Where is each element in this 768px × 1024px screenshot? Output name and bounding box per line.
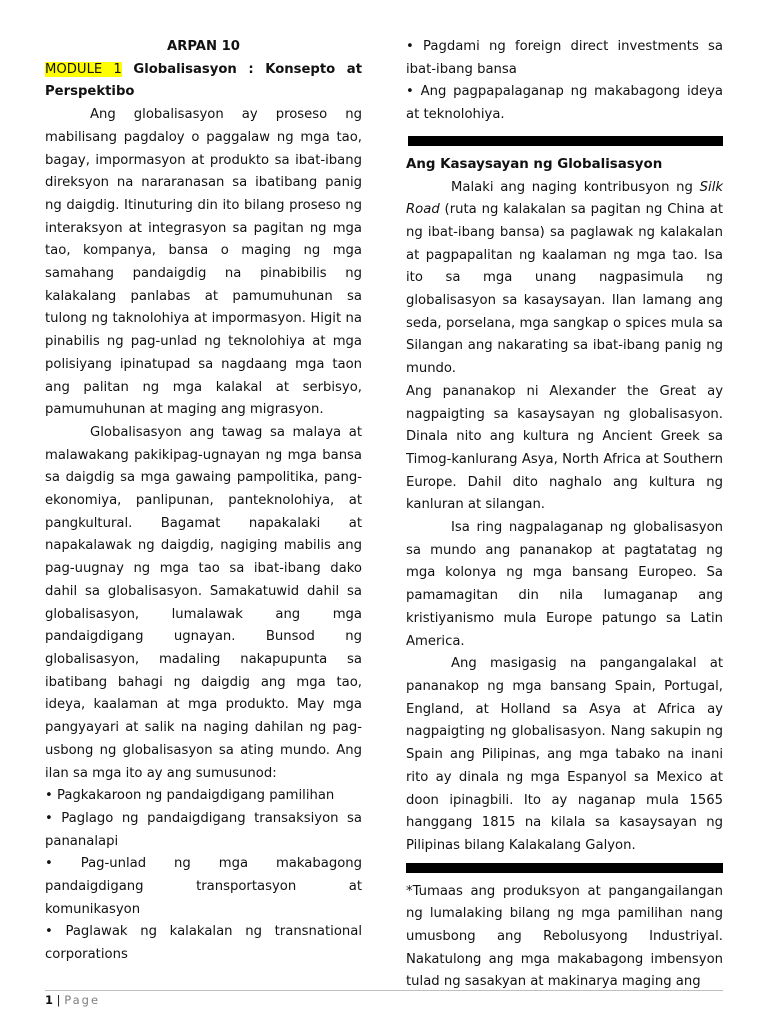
silk-road-term: Silk Road: [406, 179, 723, 218]
right-paragraph-3: Isa ring nagpalaganap ng globalisasyon sa mundo ang pananakop at pagtatatag ng mga kolonya ng mga bansang Europeo. Sa pamamagitan din nila lumaganap ang kristiyanismo mula Europe patungo sa Latin America.: [406, 520, 723, 649]
document-title: ARPAN 10: [166, 39, 240, 54]
module-heading: [45, 59, 362, 104]
section-divider-bar-2: [406, 863, 723, 873]
right-bullet-1: • Pagdami ng foreign direct investments sa ibat-ibang bansa: [406, 39, 723, 77]
right-bullet-2: • Ang pagpapalaganap ng makabagong ideya at teknolohiya.: [406, 84, 723, 123]
left-column: [45, 36, 362, 967]
footer-separator: |: [56, 993, 61, 1007]
page-number: 1: [45, 993, 54, 1007]
section-divider-bar: [408, 136, 723, 146]
left-bullet-1: • Pagkakaroon ng pandaigdigang pamilihan: [45, 788, 335, 804]
right-paragraph-1: [406, 177, 723, 381]
right-column: [406, 36, 723, 994]
right-paragraph-2: Ang pananakop ni Alexander the Great ay nagpaigting sa kasaysayan ng globalisasyon. Dinala nito ang kultura ng Ancient Greek sa Timog-kanlurang Asya, North Africa at Southern Europe. Dahil dito naghalo ang kultura ng kanluran at silangan.: [406, 383, 723, 513]
left-bullet-4: • Paglawak ng kalakalan ng transnational corporations: [45, 924, 362, 963]
page-footer: [45, 990, 723, 1007]
section-heading: Ang Kasaysayan ng Globalisasyon: [406, 156, 663, 172]
module-title: Globalisasyon : Konsepto at Perspektibo: [45, 61, 363, 100]
right-paragraph-5: *Tumaas ang produksyon at pangangailangan ng lumalaking bilang ng mga pamilihan nang umusbong ang Rebolusyong Industriyal. Nakatulong ang mga makabagong imbensyon tulad ng sasakyan at makinarya maging ang: [406, 883, 723, 990]
p1-text-b: (ruta ng kalakalan sa pagitan ng China at ng ibat-ibang bansa) sa paglawak ng kalakalan at pagpapalitan ng kaalaman ng mga tao. Isa ito sa mga unang nagpasimula ng globalisasyon sa kasaysayan. Ilan lamang ang seda, porselana, mga sangkap o spices mula sa Silangan ang nakarating sa ibat-ibang panig ng mundo.: [406, 202, 723, 377]
left-paragraph-2: Globalisasyon ang tawag sa malaya at malawakang pakikipag-ugnayan ng mga bansa sa daigdig sa mga gawaing pampolitika, pang-ekonomiya, panlipunan, panteknolohiya, at pangkultural. Bagamat napakalaki at napakalawak ng daigdig, nagiging mabilis ang pag-uugnay ng mga tao sa ibat-ibang dako dahil sa globalisasyon. Samakatuwid dahil sa globalisasyon, lumalawak ang mga pandaigdigang ugnayan. Bunsod ng globalisasyon, madaling nakapupunta sa ibatibang bahagi ng daigdig ang mga tao, ideya, kaalaman at mga produkto. May mga pangyayari at salik na naging dahilan ng pag-usbong ng globalisasyon sa ating mundo. Ang ilan sa mga ito ay ang sumusunod:: [45, 424, 362, 781]
page-label: Page: [64, 993, 101, 1007]
left-paragraph-1: Ang globalisasyon ay proseso ng mabilisang pagdaloy o paggalaw ng mga tao, bagay, impormasyon at produkto sa ibat-ibang direksyon na nararanasan sa ibatibang panig ng daigdig. Itinuturing din ito bilang proseso ng interaksyon at integrasyon sa pagitan ng mga tao, kompanya, bansa o maging ng mga samahang pandaigdig na pinabibilis ng kalakalang panlabas at pamumuhunan sa tulong ng taknolohiya at impormasyon. Higit na pinabilis ng pag-unlad ng teknolohiya at mga polisiyang ipinatupad sa nagdaang mga taon ang palitan ng mga kalakal at serbisyo, pamumuhunan at maging ang migrasyon.: [45, 107, 362, 418]
module-label-highlight: MODULE 1: [45, 61, 122, 77]
left-bullet-3: • Pag-unlad ng mga makabagong pandaigdigang transportasyon at komunikasyon: [45, 856, 362, 917]
p1-text-a: Malaki ang naging kontribusyon ng: [451, 179, 700, 195]
left-bullet-2: • Paglago ng pandaigdigang transaksiyon sa pananalapi: [45, 810, 362, 849]
right-paragraph-4: Ang masigasig na pangangalakal at pananakop ng mga bansang Spain, Portugal, England, at Holland sa Asya at Africa ay nagpaigting ng globalisasyon. Nang sakupin ng Spain ang Pilipinas, ang mga tabako na inani rito ay dinala ng mga Espanyol sa Mexico at doon ipinagbili. Ito ay naganap mula 1565 hanggang 1815 na kilala sa kasaysayan ng Pilipinas bilang Kalakalang Galyon.: [406, 656, 723, 853]
